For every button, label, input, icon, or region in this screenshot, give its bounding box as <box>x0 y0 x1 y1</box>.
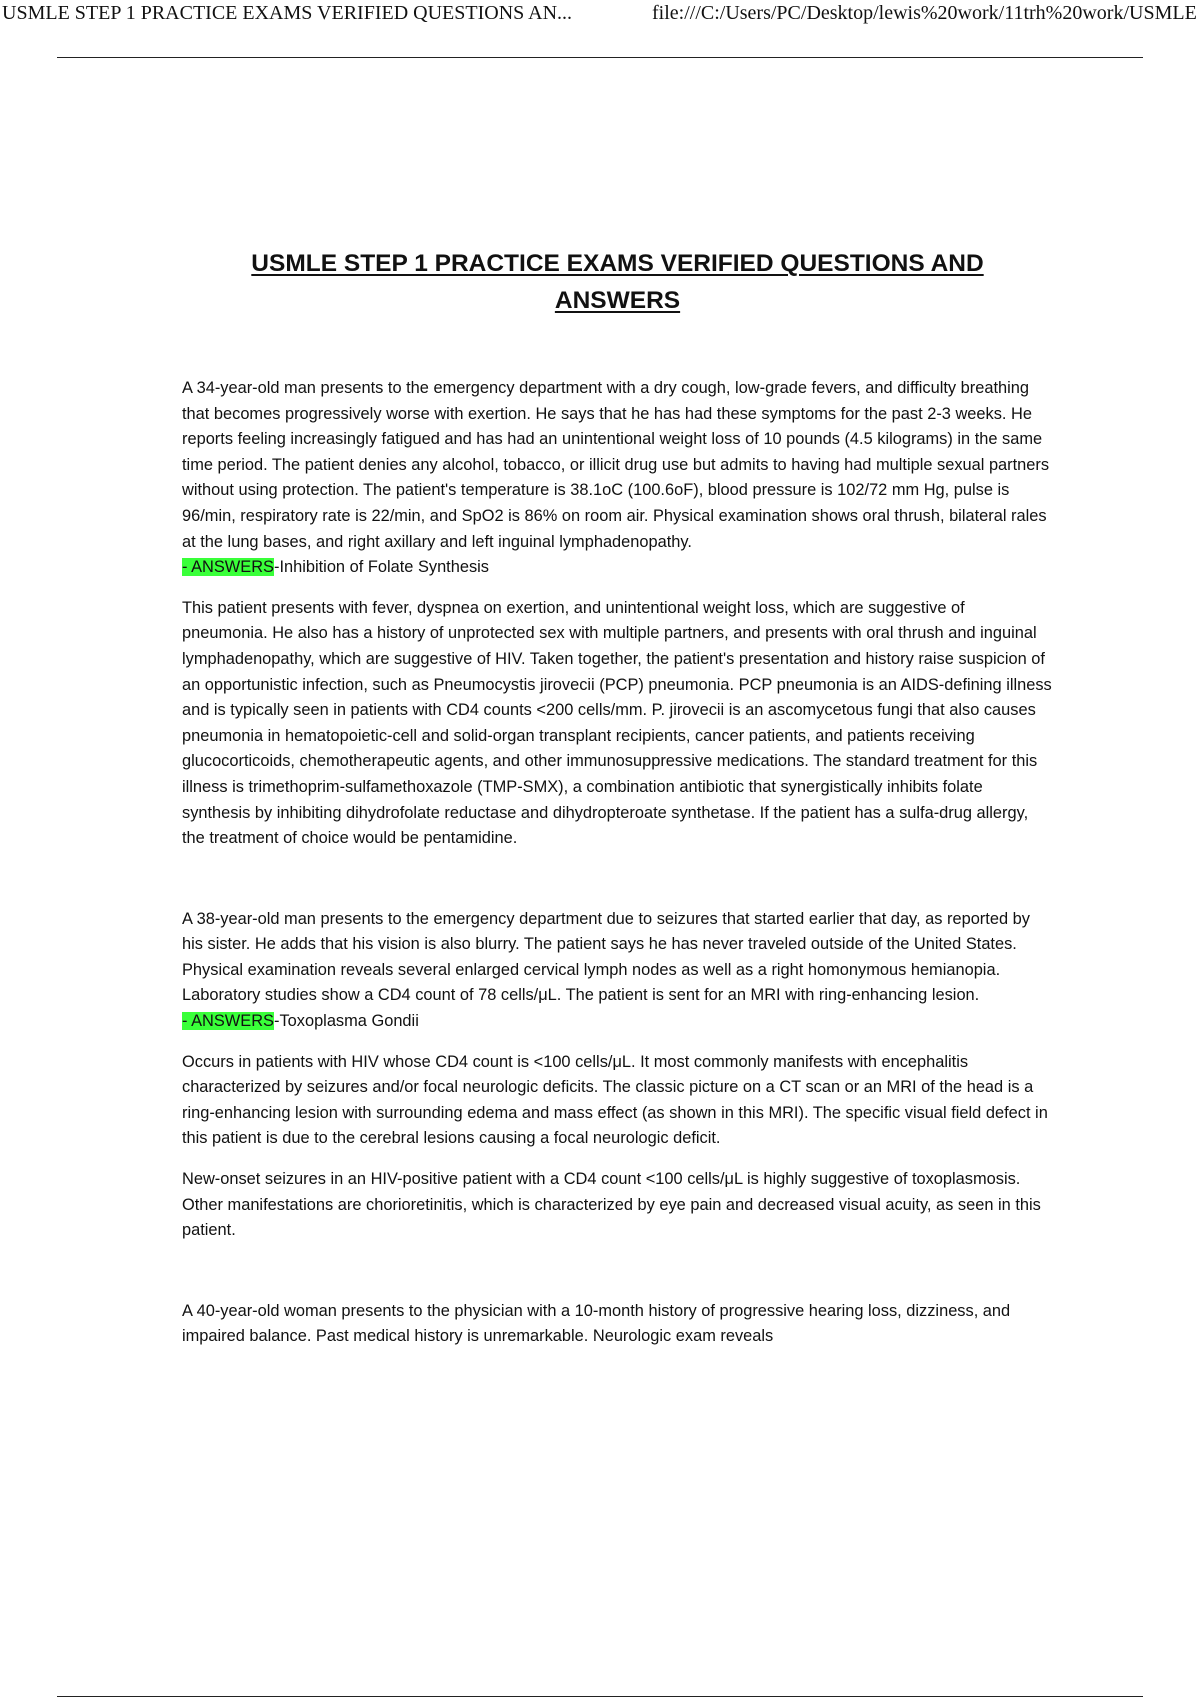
question-text-3: A 40-year-old woman presents to the physician with a 10-month history of progressive hearing loss, dizziness, and impaired balance. Past medical history is unremarkable. Neurologic exam reveals <box>182 1301 1011 1346</box>
question-block-3 <box>182 1299 1052 1350</box>
explanation-1-1: This patient presents with fever, dyspnea on exertion, and unintentional weight loss, which are suggestive of pneumonia. He also has a history of unprotected sex with multiple partners, and presents with oral thrush and inguinal lymphadenopathy, which are suggestive of HIV. Taken together, the patient's presentation and history raise suspicion of an opportunistic infection, such as Pneumocystis jirovecii (PCP) pneumonia. PCP pneumonia is an AIDS-defining illness and is typically seen in patients with CD4 counts <200 cells/mm. P. jirovecii is an ascomycetous fungi that also causes pneumonia in hematopoietic-cell and solid-organ transplant recipients, cancer patients, and patients receiving glucocorticoids, chemotherapeutic agents, and other immunosuppressive medications. The standard treatment for this illness is trimethoprim-sulfamethoxazole (TMP-SMX), a combination antibiotic that synergistically inhibits folate synthesis by inhibiting dihydrofolate reductase and dihydropteroate synthetase. If the patient has a sulfa-drug allergy, the treatment of choice would be pentamidine. <box>182 598 1052 848</box>
footer-divider <box>57 1696 1143 1697</box>
header-divider <box>57 57 1143 58</box>
document-body <box>182 376 1052 1350</box>
print-header <box>0 0 1200 30</box>
block-spacer <box>182 1244 1052 1299</box>
print-header-url: file:///C:/Users/PC/Desktop/lewis%20work/11trh%20work/USMLE <box>652 2 1197 24</box>
answer-tag-2: - ANSWERS <box>182 1012 274 1031</box>
question-block-1 <box>182 376 1052 852</box>
page-title-line-2: ANSWERS <box>554 287 681 314</box>
answer-text-2: -Toxoplasma Gondii <box>273 1012 419 1031</box>
answer-text-1: -Inhibition of Folate Synthesis <box>273 558 489 577</box>
page-title <box>180 245 1055 319</box>
question-text-1: A 34-year-old man presents to the emergency department with a dry cough, low-grade fevers, and difficulty breathing that becomes progressively worse with exertion. He says that he has had these symptoms for the past 2-3 weeks. He reports feeling increasingly fatigued and has had an unintentional weight loss of 10 pounds (4.5 kilograms) in the same time period. The patient denies any alcohol, tobacco, or illicit drug use but admits to having had multiple sexual partners without using protection. The patient's temperature is 38.1oC (100.6oF), blood pressure is 102/72 mm Hg, pulse is 96/min, respiratory rate is 22/min, and SpO2 is 86% on room air. Physical examination shows oral thrush, bilateral rales at the lung bases, and right axillary and left inguinal lymphadenopathy. <box>182 379 1050 551</box>
explanation-2-1: Occurs in patients with HIV whose CD4 count is <100 cells/μL. It most commonly manifests with encephalitis characterized by seizures and/or focal neurologic deficits. The classic picture on a CT scan or an MRI of the head is a ring-enhancing lesion with surrounding edema and mass effect (as shown in this MRI). The specific visual field defect in this patient is due to the cerebral lesions causing a focal neurologic deficit. <box>182 1052 1048 1148</box>
print-header-title: USMLE STEP 1 PRACTICE EXAMS VERIFIED QUESTIONS AN... <box>2 2 573 24</box>
block-spacer <box>182 852 1052 907</box>
explanation-2-2: New-onset seizures in an HIV-positive patient with a CD4 count <100 cells/μL is highly suggestive of toxoplasmosis. Other manifestations are chorioretinitis, which is characterized by eye pain and decreased visual acuity, as seen in this patient. <box>182 1170 1041 1240</box>
question-block-2 <box>182 907 1052 1244</box>
answer-line-1 <box>182 555 1052 581</box>
answer-tag-1: - ANSWERS <box>182 558 274 577</box>
answer-line-2 <box>182 1009 1052 1035</box>
question-text-2: A 38-year-old man presents to the emergency department due to seizures that started earlier that day, as reported by his sister. He adds that his vision is also blurry. The patient says he has never traveled outside of the United States. Physical examination reveals several enlarged cervical lymph nodes as well as a right homonymous hemianopia. Laboratory studies show a CD4 count of 78 cells/μL. The patient is sent for an MRI with ring-enhancing lesion. <box>182 909 1030 1005</box>
page-title-line-1: USMLE STEP 1 PRACTICE EXAMS VERIFIED QUESTIONS AND <box>251 250 984 277</box>
